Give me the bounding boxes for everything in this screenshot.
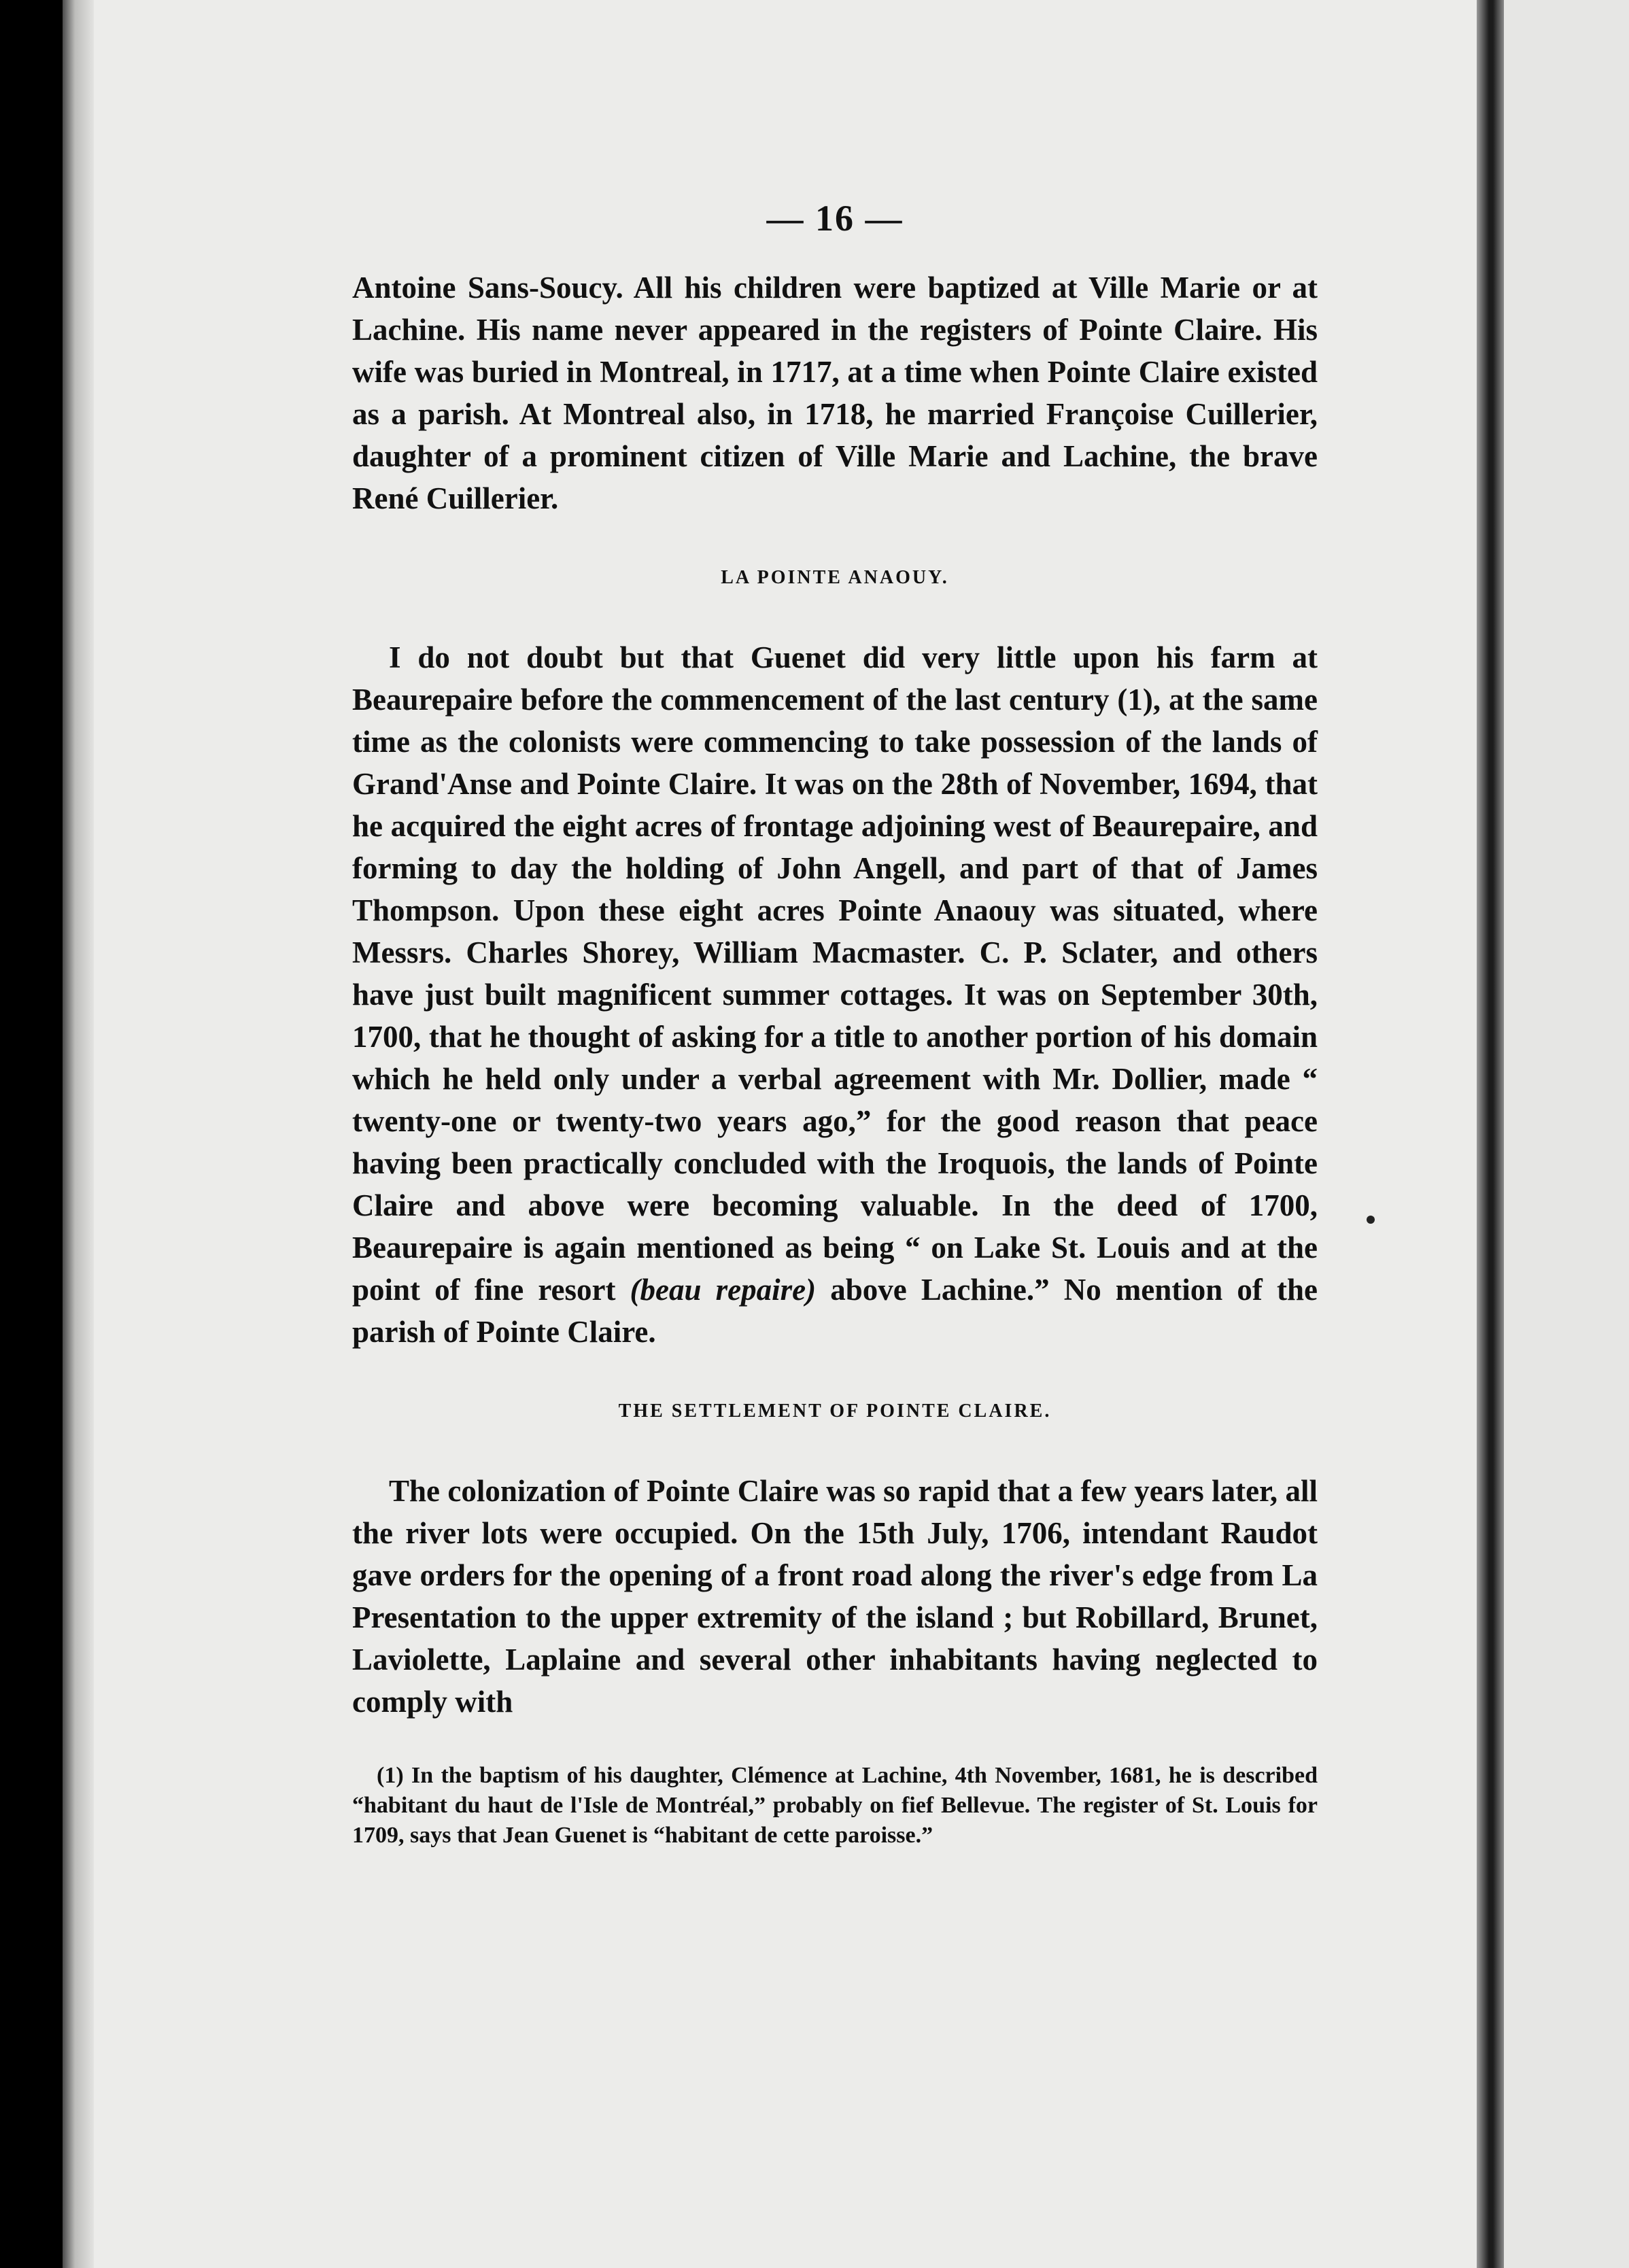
italic-term: (beau repaire)	[630, 1273, 817, 1307]
paragraph-settlement: The colonization of Pointe Claire was so rapid that a few years later, all the river lots were occupied. On the 15th July, 1706, intendant Raudot gave orders for the opening of a front road along the river's edge from La Presentation to the upper extremity of the island ; but Robillard, Brunet, Laviolette, Laplaine and several other inhabitants having neglected to comply with	[352, 1474, 1318, 1719]
page-number: — 16 —	[766, 198, 904, 239]
section-heading-settlement: THE SETTLEMENT OF POINTE CLAIRE.	[618, 1401, 1052, 1422]
footnote-text: (1) In the baptism of his daughter, Clémence at Lachine, 4th November, 1681, he is described “habitant du haut de l'Isle de Montréal,” probably on fief Bellevue. The register of St. Louis for 1709, says that Jean Guenet is “habitant de cette paroisse.”	[352, 1763, 1318, 1848]
paragraph-continuation: Antoine Sans-Soucy. All his children were baptized at Ville Marie or at Lachine. His name never appeared in the registers of Pointe Claire. His wife was buried in Montreal, in 1717, at a time when Pointe Claire existed as a parish. At Montreal also, in 1718, he married Françoise Cuillerier, daughter of a prominent citizen of Ville Marie and Lachine, the brave René Cuillerier.	[352, 271, 1318, 515]
ink-speck	[1367, 1216, 1375, 1224]
paragraph-text-end: above Lachine.” No mention of the parish of Pointe Claire.	[352, 1273, 1318, 1349]
footnote	[352, 1761, 1318, 1851]
page-text-block	[352, 197, 1318, 1851]
paragraph-la-pointe-anaouy	[352, 636, 1318, 1353]
section-heading-la-pointe-anaouy: LA POINTE ANAOUY.	[721, 567, 949, 588]
book-gutter	[1477, 0, 1504, 2268]
page-edge-left	[63, 0, 94, 2268]
paragraph-text: I do not doubt but that Guenet did very little upon his farm at Beaurepaire before the commencement of the last century (1), at the same time as the colonists were commencing to take possession of the lands of Grand'Anse and Pointe Claire. It was on the 28th of November, 1694, that he acquired the eight acres of frontage adjoining west of Beaurepaire, and forming to day the holding of John Angell, and part of that of James Thompson. Upon these eight acres Pointe Anaouy was situated, where Messrs. Charles Shorey, William Macmaster. C. P. Sclater, and others have just built magnificent summer cottages. It was on September 30th, 1700, that he thought of asking for a title to another portion of his domain which he held only under a verbal agreement with Mr. Dollier, made “ twenty-one or twenty-two years ago,” for the good reason that peace having been practically concluded with the Iroquois, the lands of Pointe Claire and above were becoming valuable. In the deed of 1700, Beaurepaire is again mentioned as being “ on Lake St. Louis and at the point of fine resort	[352, 640, 1318, 1307]
adjacent-page	[1493, 0, 1629, 2268]
